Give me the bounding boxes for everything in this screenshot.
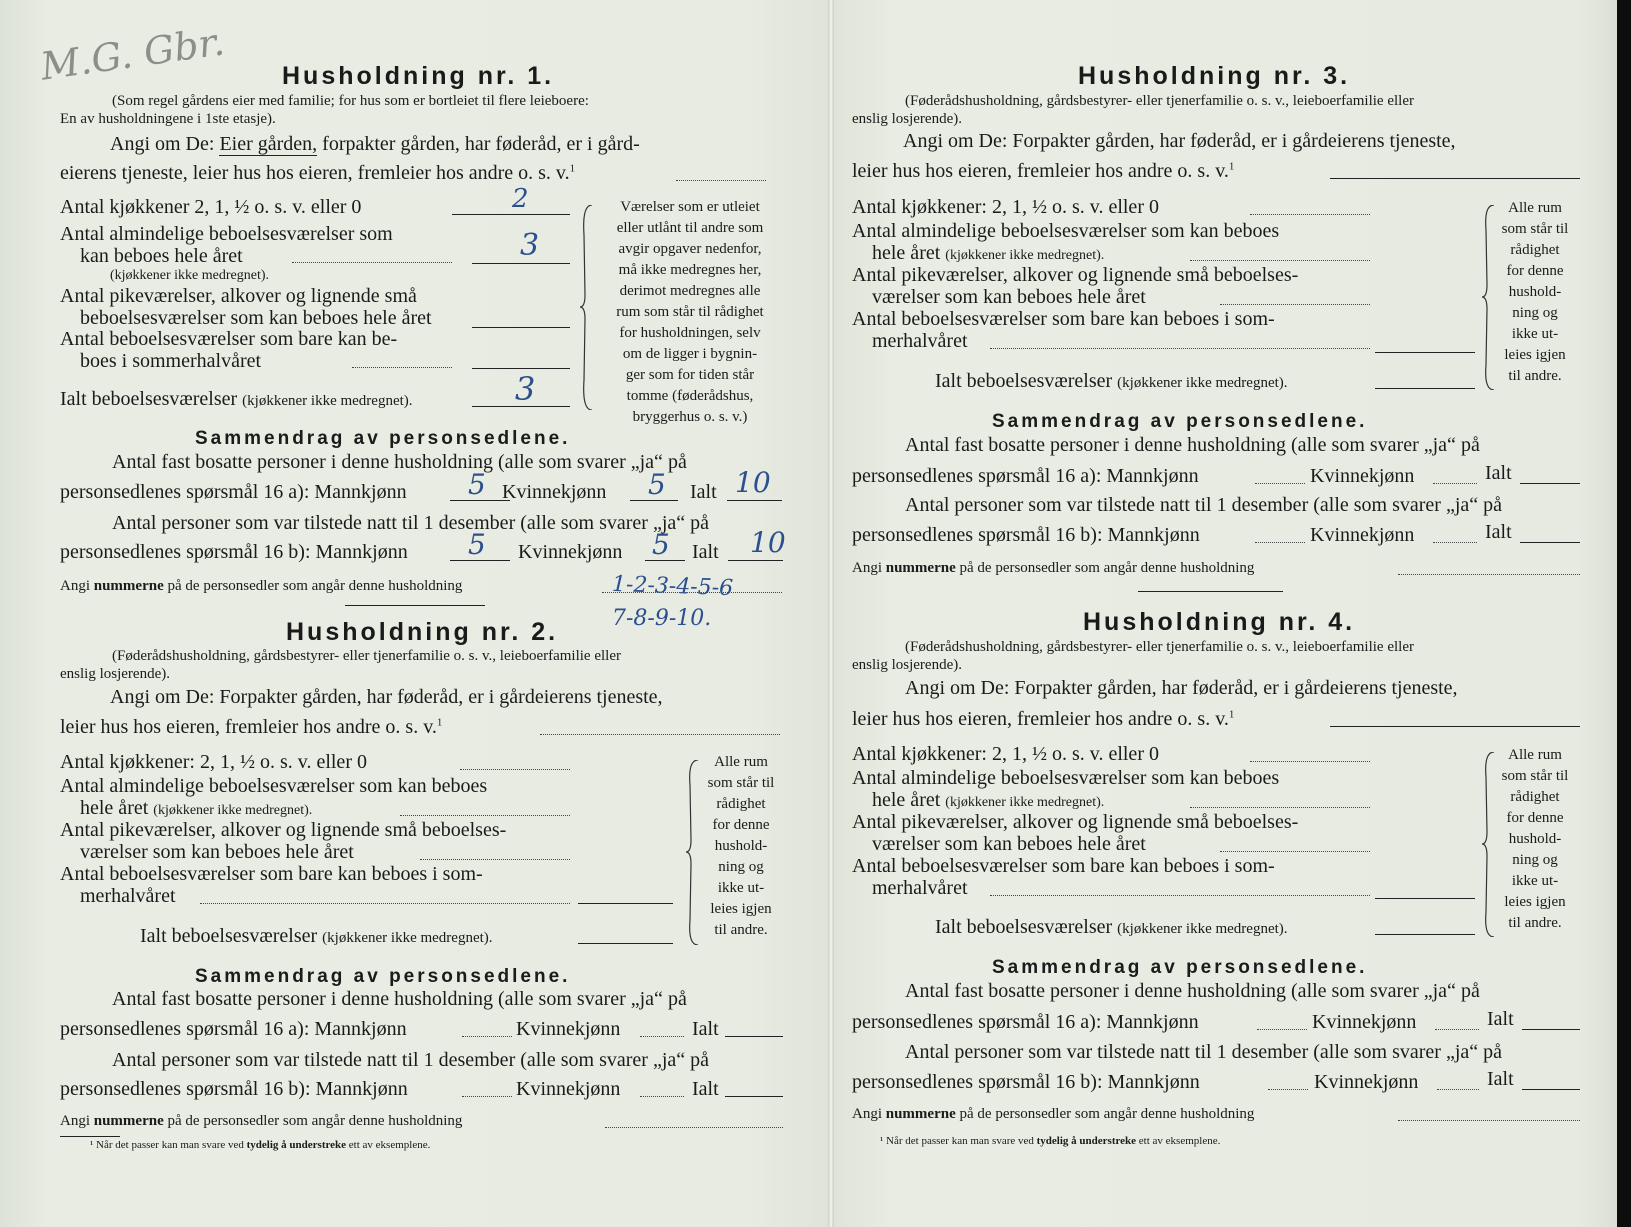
h2-sommer-dots — [200, 903, 570, 904]
h3-angi2 — [852, 160, 1234, 183]
h4-num-a: Angi — [852, 1106, 882, 1122]
h3-sum-line1: Antal fast bosatte personer i denne husholdning (alle som svarer „ja“ på — [905, 434, 1480, 456]
h3-pike-dots — [1220, 304, 1370, 305]
h3-footnote-ref: 1 — [1228, 160, 1235, 173]
h2-footnote-ref: 1 — [436, 716, 443, 729]
h3-sommer-dots — [990, 348, 1370, 349]
h1-note-line: ger som for tiden står — [625, 367, 755, 383]
h1-note-line: bryggerhus o. s. v.) — [632, 409, 748, 425]
h1-s2-ialt: Ialt — [690, 481, 717, 503]
footnote-b: tydelig å understreke — [246, 1139, 347, 1151]
h3-sum-line4: personsedlenes spørsmål 16 b): Mannkjønn — [852, 524, 1200, 546]
h2-note-line: leies igjen — [710, 901, 772, 917]
h3-alm-dots — [1190, 260, 1370, 261]
h2-alm-dots — [400, 815, 570, 816]
h4-intro1: (Føderådshusholdning, gårdsbestyrer- eller tjenerfamilie o. s. v., leieboerfamilie eller — [905, 639, 1414, 655]
h2-alm-b: hele året — [80, 797, 149, 819]
h1-angi2-text: eierens tjeneste, leier hus hos eieren, fremleier hos andre o. s. v. — [60, 162, 570, 184]
h2-ialt-row — [140, 925, 493, 948]
h3-note-line: ning og — [1512, 305, 1558, 321]
h1-ialt-value: 3 — [515, 370, 536, 408]
h2-row-kjokken: Antal kjøkkener: 2, 1, ½ o. s. v. eller 0 — [60, 751, 367, 773]
h1-s4-ialt: Ialt — [692, 541, 719, 563]
h3-summary-title: Sammendrag av personsedlene. — [992, 411, 1368, 432]
h3-num-c: på de personsedler som angår denne husholdning — [959, 560, 1255, 576]
h4-row-alm-a: Antal almindelige beboelsesværelser som kan beboes — [852, 767, 1280, 789]
h3-angi1: Angi om De: Forpakter gården, har føderåd, er i gårdeierens tjeneste, — [903, 130, 1456, 152]
h4-s4-ialt: Ialt — [1487, 1068, 1514, 1090]
h3-separator — [1138, 591, 1283, 592]
h2-num-dots — [605, 1127, 783, 1128]
h1-sommer-dots — [352, 367, 452, 368]
h4-note-line: som står til — [1501, 768, 1569, 784]
right-footnote — [880, 1135, 1220, 1147]
h4-ialt-line — [1375, 934, 1475, 935]
h2-sum-line4: personsedlenes spørsmål 16 b): Mannkjønn — [60, 1078, 408, 1100]
h1-intro-line2: En av husholdningene i 1ste etasje). — [60, 111, 276, 127]
h2-sum-line3: Antal personer som var tilstede natt til 1 desember (alle som svarer „ja“ på — [112, 1049, 710, 1071]
h2-note-line: ning og — [718, 859, 764, 875]
h3-nummerne-row — [852, 560, 1254, 577]
h1-row-pike-b: beboelsesværelser som kan beboes hele året — [80, 307, 432, 329]
left-footnote — [90, 1139, 430, 1151]
h4-intro2: enslig losjerende). — [852, 657, 962, 673]
h1-row-alm-a: Antal almindelige beboelsesværelser som — [60, 223, 393, 245]
h3-s4-ialt: Ialt — [1485, 521, 1512, 543]
h1-row-kjokken: Antal kjøkkener 2, 1, ½ o. s. v. eller 0 — [60, 196, 362, 218]
h2-note-line: Alle rum — [714, 754, 768, 770]
h1-row-sommer-b: boes i sommerhalvåret — [80, 350, 262, 372]
h1-title: Husholdning nr. 1. — [282, 62, 555, 90]
h1-nummerne-row — [60, 578, 462, 595]
h1-note-line: avgir opgaver nedenfor, — [618, 241, 762, 257]
h4-s2-m-dots — [1257, 1029, 1307, 1030]
h2-s4-kvinne: Kvinnekjønn — [516, 1078, 621, 1100]
h3-ialt-note: (kjøkkener ikke medregnet). — [1117, 375, 1288, 391]
h1-side-note — [590, 197, 790, 428]
h4-sum-line3: Antal personer som var tilstede natt til 1 desember (alle som svarer „ja“ på — [905, 1041, 1503, 1063]
h4-nummerne-row — [852, 1106, 1254, 1123]
h3-note-line: leies igjen — [1504, 347, 1566, 363]
h1-row-sommer-a: Antal beboelsesværelser som bare kan be- — [60, 328, 398, 350]
h1-row-alm-c: (kjøkkener ikke medregnet). — [110, 268, 269, 283]
h2-s4-k-dots — [640, 1096, 684, 1097]
h3-note-line: Alle rum — [1508, 200, 1562, 216]
h2-s2-ialt: Ialt — [692, 1018, 719, 1040]
h3-sum-line3: Antal personer som var tilstede natt til 1 desember (alle som svarer „ja“ på — [905, 494, 1503, 516]
h1-sum-line1: Antal fast bosatte personer i denne husholdning (alle som svarer „ja“ på — [112, 451, 687, 473]
h2-intro2: enslig losjerende). — [60, 666, 170, 682]
h3-intro2: enslig losjerende). — [852, 111, 962, 127]
h2-num-c: på de personsedler som angår denne husholdning — [167, 1113, 463, 1129]
h3-note-line: til andre. — [1508, 368, 1562, 384]
h2-note-line: hushold- — [714, 838, 768, 854]
h4-num-dots — [1398, 1120, 1580, 1121]
h1-note-line: tomme (føderådshus, — [626, 388, 754, 404]
h1-s4-kvinne: Kvinnekjønn — [518, 541, 623, 563]
h3-s2-kvinne: Kvinnekjønn — [1310, 465, 1415, 487]
footnote-c: ett av eksemplene. — [348, 1139, 431, 1151]
h1-num-c: på de personsedler som angår denne husholdning — [167, 578, 463, 594]
h4-sommer-dots — [990, 895, 1370, 896]
h4-pike-dots — [1220, 851, 1370, 852]
h4-angi1: Angi om De: Forpakter gården, har føderåd, er i gårdeierens tjeneste, — [905, 677, 1458, 699]
h4-note-line: for denne — [1506, 810, 1564, 826]
h2-row-pike-a: Antal pikeværelser, alkover og lignende små beboelses- — [60, 819, 507, 841]
h2-intro1: (Føderådshusholdning, gårdsbestyrer- eller tjenerfamilie o. s. v., leieboerfamilie eller — [112, 648, 621, 664]
h4-ialt-row — [935, 916, 1288, 939]
h2-angi2 — [60, 716, 442, 739]
h3-row-pike-a: Antal pikeværelser, alkover og lignende små beboelses- — [852, 264, 1299, 286]
h2-angi1: Angi om De: Forpakter gården, har føderåd, er i gårdeierens tjeneste, — [110, 686, 663, 708]
h4-summary-title: Sammendrag av personsedlene. — [992, 957, 1368, 978]
h2-s2-kvinne: Kvinnekjønn — [516, 1018, 621, 1040]
h1-note-line: derimot medregnes alle — [619, 283, 761, 299]
h1-num-value-1: 1-2-3-4-5-6 — [611, 571, 734, 602]
h4-note-line: til andre. — [1508, 915, 1562, 931]
h2-pike-dots — [420, 859, 570, 860]
h3-row-kjokken: Antal kjøkkener: 2, 1, ½ o. s. v. eller 0 — [852, 196, 1159, 218]
h4-s4-m-dots — [1268, 1089, 1308, 1090]
h3-title: Husholdning nr. 3. — [1078, 62, 1351, 90]
h4-angi-line — [1330, 726, 1580, 727]
h2-s2-k-dots — [640, 1036, 684, 1037]
h4-row-sommer-a: Antal beboelsesværelser som bare kan beboes i som- — [852, 855, 1275, 877]
h1-s2-mann-value: 5 — [468, 468, 486, 501]
h1-num-value-2: 7-8-9-10. — [612, 606, 712, 631]
h1-angi-c: forpakter gården, har føderåd, er i gård- — [322, 133, 640, 155]
h4-alm-b: hele året — [872, 789, 941, 811]
h1-row-pike-a: Antal pikeværelser, alkover og lignende små — [60, 285, 417, 307]
h2-row-pike-b: værelser som kan beboes hele året — [80, 841, 354, 863]
h3-sommer-line — [1375, 352, 1475, 353]
h2-ialt-label: Ialt beboelsesværelser — [140, 925, 318, 947]
h1-s2-kvinne-value: 5 — [648, 468, 666, 501]
h2-s4-i-line — [725, 1096, 783, 1097]
footnote-b: tydelig å understreke — [1036, 1135, 1137, 1147]
h4-s2-i-line — [1522, 1029, 1580, 1030]
h4-note-line: ning og — [1512, 852, 1558, 868]
h3-ialt-line — [1375, 388, 1475, 389]
h3-kjokken-dots — [1250, 214, 1370, 215]
h3-s4-m-dots — [1255, 542, 1305, 543]
h3-note-line: som står til — [1501, 221, 1569, 237]
h2-sum-line1: Antal fast bosatte personer i denne husholdning (alle som svarer „ja“ på — [112, 988, 687, 1010]
h1-s4-mann-value: 5 — [468, 528, 486, 561]
h1-angi-line1 — [110, 133, 640, 156]
h2-angi-dots — [540, 734, 780, 735]
h3-angi2-text: leier hus hos eieren, fremleier hos andre o. s. v. — [852, 160, 1229, 182]
h3-angi-line — [1330, 178, 1580, 179]
h4-s2-k-dots — [1435, 1029, 1479, 1030]
h3-num-a: Angi — [852, 560, 882, 576]
h3-row-sommer-b: merhalvåret — [872, 330, 968, 352]
h3-s4-kvinne: Kvinnekjønn — [1310, 524, 1415, 546]
h3-s2-m-dots — [1255, 483, 1305, 484]
h4-note-line: hushold- — [1508, 831, 1562, 847]
h3-note-line: ikke ut- — [1511, 326, 1559, 342]
h1-s2-ialt-value: 10 — [735, 466, 771, 499]
h2-s2-m-dots — [462, 1036, 512, 1037]
h3-note-line: rådighet — [1510, 242, 1560, 258]
h4-sum-line4: personsedlenes spørsmål 16 b): Mannkjønn — [852, 1071, 1200, 1093]
h3-alm-b: hele året — [872, 242, 941, 264]
h2-summary-title: Sammendrag av personsedlene. — [195, 966, 571, 987]
h1-alm-line — [472, 263, 570, 264]
h4-row-kjokken: Antal kjøkkener: 2, 1, ½ o. s. v. eller 0 — [852, 743, 1159, 765]
h4-s4-i-line — [1522, 1089, 1580, 1090]
h4-note-line: ikke ut- — [1511, 873, 1559, 889]
h4-row-sommer-b: merhalvåret — [872, 877, 968, 899]
h4-sum-line1: Antal fast bosatte personer i denne husholdning (alle som svarer „ja“ på — [905, 980, 1480, 1002]
h3-row-pike-b: værelser som kan beboes hele året — [872, 286, 1146, 308]
h3-row-sommer-a: Antal beboelsesværelser som bare kan beboes i som- — [852, 308, 1275, 330]
footnote-c: ett av eksemplene. — [1138, 1135, 1221, 1147]
h1-separator — [345, 605, 485, 606]
h4-s2-kvinne: Kvinnekjønn — [1312, 1011, 1417, 1033]
h2-s4-ialt: Ialt — [692, 1078, 719, 1100]
h4-sommer-line — [1375, 898, 1475, 899]
h4-row-pike-b: værelser som kan beboes hele året — [872, 833, 1146, 855]
h1-pike-line — [472, 327, 570, 328]
h4-num-c: på de personsedler som angår denne husholdning — [959, 1106, 1255, 1122]
h2-num-b: nummerne — [93, 1113, 164, 1129]
h3-note-line: for denne — [1506, 263, 1564, 279]
h2-note-line: til andre. — [714, 922, 768, 938]
h3-row-alm-a: Antal almindelige beboelsesværelser som kan beboes — [852, 220, 1280, 242]
h1-angi-a: Angi om De: — [110, 133, 215, 155]
h1-note-line: om de ligger i bygnin- — [622, 346, 758, 362]
h4-s2-ialt: Ialt — [1487, 1008, 1514, 1030]
h1-ialt-label: Ialt beboelsesværelser — [60, 388, 238, 410]
h2-kjokken-dots — [460, 769, 570, 770]
h1-num-a: Angi — [60, 578, 90, 594]
h3-s4-i-line — [1520, 542, 1580, 543]
h2-note-line: for denne — [712, 817, 770, 833]
h2-num-a: Angi — [60, 1113, 90, 1129]
h1-alm-value: 3 — [520, 228, 540, 263]
h2-alm-c: (kjøkkener ikke medregnet). — [153, 803, 313, 818]
h4-row-pike-a: Antal pikeværelser, alkover og lignende små beboelses- — [852, 811, 1299, 833]
h1-kjokken-value: 2 — [512, 184, 529, 214]
h2-row-alm-b — [80, 797, 312, 820]
h3-ialt-label: Ialt beboelsesværelser — [935, 370, 1113, 392]
h4-note-line: rådighet — [1510, 789, 1560, 805]
h3-s2-k-dots — [1433, 483, 1477, 484]
h4-s4-kvinne: Kvinnekjønn — [1314, 1071, 1419, 1093]
h2-ialt-line — [578, 943, 673, 944]
h2-ialt-note: (kjøkkener ikke medregnet). — [322, 930, 493, 946]
h2-sum-line2: personsedlenes spørsmål 16 a): Mannkjønn — [60, 1018, 407, 1040]
h2-title: Husholdning nr. 2. — [286, 618, 559, 646]
h1-angi-eier-underlined: Eier gården, — [219, 133, 318, 155]
h2-angi2-text: leier hus hos eieren, fremleier hos andre o. s. v. — [60, 716, 437, 738]
h2-row-sommer-a: Antal beboelsesværelser som bare kan beboes i som- — [60, 863, 483, 885]
h3-s2-i-line — [1520, 483, 1580, 484]
h1-kjokken-line — [452, 214, 570, 215]
h1-summary-title: Sammendrag av personsedlene. — [195, 428, 571, 449]
h1-s4-ialt-value: 10 — [750, 526, 786, 559]
h2-row-sommer-b: merhalvåret — [80, 885, 176, 907]
h3-num-dots — [1398, 574, 1580, 575]
h3-row-alm-b — [872, 242, 1104, 265]
h2-row-alm-a: Antal almindelige beboelsesværelser som kan beboes — [60, 775, 488, 797]
h1-num-b: nummerne — [93, 578, 164, 594]
h1-s2-i-line — [727, 500, 782, 501]
h2-side-note — [696, 752, 786, 941]
h4-alm-dots — [1190, 807, 1370, 808]
h4-angi2 — [852, 708, 1234, 731]
h4-side-note — [1490, 745, 1580, 934]
h3-sum-line2: personsedlenes spørsmål 16 a): Mannkjønn — [852, 465, 1199, 487]
h1-note-line: for husholdningen, selv — [619, 325, 761, 341]
h1-note-line: rum som står til rådighet — [616, 304, 764, 320]
footnote-a: ¹ Når det passer kan man svare ved — [90, 1139, 244, 1151]
h4-kjokken-dots — [1250, 761, 1370, 762]
h1-s4-kvinne-value: 5 — [652, 528, 670, 561]
h1-note-line: Værelser som er utleiet — [620, 199, 760, 215]
h4-s4-k-dots — [1437, 1089, 1479, 1090]
h1-ialt-row — [60, 388, 413, 411]
h2-s4-m-dots — [462, 1096, 512, 1097]
h4-footnote-ref: 1 — [1228, 708, 1235, 721]
h2-s2-i-line — [725, 1036, 783, 1037]
archive-mark: M.G. Gbr. — [37, 19, 228, 89]
h1-s4-i-line — [728, 560, 783, 561]
h3-s2-ialt: Ialt — [1485, 462, 1512, 484]
h4-alm-c: (kjøkkener ikke medregnet). — [945, 795, 1105, 810]
h2-sommer-line — [578, 903, 673, 904]
h4-ialt-label: Ialt beboelsesværelser — [935, 916, 1113, 938]
h1-angi-dots — [676, 180, 766, 181]
h2-note-line: ikke ut- — [717, 880, 765, 896]
h2-note-line: som står til — [707, 775, 775, 791]
h3-note-line: hushold- — [1508, 284, 1562, 300]
h1-sum-line3: Antal personer som var tilstede natt til 1 desember (alle som svarer „ja“ på — [112, 512, 710, 534]
h1-s2-kvinne: Kvinnekjønn — [502, 481, 607, 503]
h1-angi-line2 — [60, 162, 575, 185]
h1-alm-dots — [292, 262, 452, 263]
h4-angi2-text: leier hus hos eieren, fremleier hos andre o. s. v. — [852, 708, 1229, 730]
h3-side-note — [1490, 198, 1580, 387]
h4-num-b: nummerne — [885, 1106, 956, 1122]
h1-note-line: eller utlånt til andre som — [616, 220, 764, 236]
h3-s4-k-dots — [1433, 542, 1477, 543]
h2-nummerne-row — [60, 1113, 462, 1130]
h4-note-line: Alle rum — [1508, 747, 1562, 763]
h3-alm-c: (kjøkkener ikke medregnet). — [945, 248, 1105, 263]
h2-note-line: rådighet — [716, 796, 766, 812]
h1-footnote-ref: 1 — [569, 162, 576, 175]
footnote-a: ¹ Når det passer kan man svare ved — [880, 1135, 1034, 1147]
h4-row-alm-b — [872, 789, 1104, 812]
h1-sommer-line — [472, 368, 570, 369]
h1-note-line: må ikke medregnes her, — [618, 262, 762, 278]
h1-ialt-note: (kjøkkener ikke medregnet). — [242, 393, 413, 409]
h3-ialt-row — [935, 370, 1288, 393]
h3-intro1: (Føderådshusholdning, gårdsbestyrer- eller tjenerfamilie o. s. v., leieboerfamilie eller — [905, 93, 1414, 109]
h4-sum-line2: personsedlenes spørsmål 16 a): Mannkjønn — [852, 1011, 1199, 1033]
h2-footnote-rule — [60, 1136, 120, 1137]
h1-sum-line2: personsedlenes spørsmål 16 a): Mannkjønn — [60, 481, 407, 503]
h1-intro-line1: (Som regel gårdens eier med familie; for hus som er bortleiet til flere leieboere: — [112, 93, 589, 109]
h4-note-line: leies igjen — [1504, 894, 1566, 910]
h1-sum-line4: personsedlenes spørsmål 16 b): Mannkjønn — [60, 541, 408, 563]
h1-row-alm-b: kan beboes hele året — [80, 245, 243, 267]
h4-ialt-note: (kjøkkener ikke medregnet). — [1117, 921, 1288, 937]
h3-num-b: nummerne — [885, 560, 956, 576]
h4-title: Husholdning nr. 4. — [1083, 608, 1356, 636]
page-fold — [828, 0, 834, 1227]
